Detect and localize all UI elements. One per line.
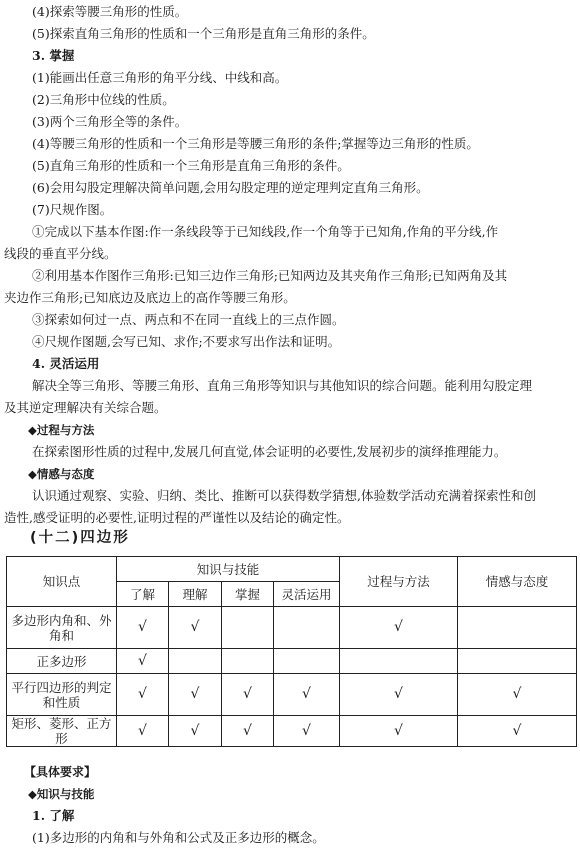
check-cell: √ <box>274 716 340 747</box>
check-cell <box>169 649 222 674</box>
check-cell <box>222 649 274 674</box>
text-line: 夹边作三角形;已知底边及底边上的高作等腰三角形。 <box>4 290 296 305</box>
check-cell <box>458 607 577 649</box>
check-cell <box>274 649 340 674</box>
header-level: 掌握 <box>222 582 274 607</box>
requirements-table <box>6 556 577 747</box>
text-line: (2)三角形中位线的性质。 <box>32 92 175 107</box>
table-header-row <box>7 557 577 582</box>
check-cell: √ <box>117 716 169 747</box>
check-cell: √ <box>169 674 222 716</box>
check-cell <box>274 607 340 649</box>
section-title: (十二)四边形 <box>30 530 130 546</box>
table-row <box>7 607 577 649</box>
check-cell: √ <box>222 674 274 716</box>
diamond-heading: ◆过程与方法 <box>28 423 95 437</box>
header-level: 灵活运用 <box>274 582 340 607</box>
header-knowledge-skills: 知识与技能 <box>117 557 340 582</box>
bracket-heading: 【具体要求】 <box>24 765 97 779</box>
row-label: 矩形、菱形、正方形 <box>7 716 117 747</box>
text-line: ④尺规作图题,会写已知、求作;不要求写出作法和证明。 <box>32 334 341 349</box>
check-cell <box>458 649 577 674</box>
text-line: (4)等腰三角形的性质和一个三角形是等腰三角形的条件;掌握等边三角形的性质。 <box>32 136 479 151</box>
diamond-heading: ◆知识与技能 <box>28 787 95 801</box>
header-emotion-attitude: 情感与态度 <box>458 557 577 607</box>
text-line: 认识通过观察、实验、归纳、类比、推断可以获得数学猜想,体验数学活动充满着探索性和创 <box>32 488 536 503</box>
check-cell: √ <box>117 649 169 674</box>
check-cell <box>340 649 458 674</box>
text-line: (1)多边形的内角和与外角和公式及正多边形的概念。 <box>32 830 325 845</box>
text-line: 线段的垂直平分线。 <box>4 246 117 261</box>
check-cell: √ <box>340 716 458 747</box>
check-cell <box>222 607 274 649</box>
check-cell: √ <box>458 716 577 747</box>
check-cell: √ <box>169 716 222 747</box>
text-line: ②利用基本作图作三角形:已知三边作三角形;已知两边及其夹角作三角形;已知两角及其 <box>32 268 508 283</box>
text-line: (1)能画出任意三角形的角平分线、中线和高。 <box>32 70 288 85</box>
check-cell: √ <box>340 674 458 716</box>
row-label: 正多边形 <box>7 649 117 674</box>
subheading: 4. 灵活运用 <box>32 356 100 371</box>
header-level: 了解 <box>117 582 169 607</box>
text-line: 解决全等三角形、等腰三角形、直角三角形等知识与其他知识的综合问题。能利用勾股定理 <box>32 378 533 393</box>
row-label: 多边形内角和、外角和 <box>7 607 117 649</box>
text-line: (3)两个三角形全等的条件。 <box>32 114 188 129</box>
check-cell: √ <box>458 674 577 716</box>
text-line: (7)尺规作图。 <box>32 202 113 217</box>
subheading: 1. 了解 <box>32 808 75 823</box>
check-cell: √ <box>117 674 169 716</box>
check-cell: √ <box>169 607 222 649</box>
subheading: 3. 掌握 <box>32 48 75 63</box>
table-row <box>7 674 577 716</box>
text-line: (4)探索等腰三角形的性质。 <box>32 4 188 19</box>
check-cell: √ <box>274 674 340 716</box>
header-process-method: 过程与方法 <box>340 557 458 607</box>
text-line: (6)会用勾股定理解决简单问题,会用勾股定理的逆定理判定直角三角形。 <box>32 180 429 195</box>
text-line: (5)探索直角三角形的性质和一个三角形是直角三角形的条件。 <box>32 26 375 41</box>
diamond-heading: ◆情感与态度 <box>28 467 95 481</box>
header-level: 理解 <box>169 582 222 607</box>
check-cell: √ <box>222 716 274 747</box>
row-label: 平行四边形的判定和性质 <box>7 674 117 716</box>
text-line: 在探索图形性质的过程中,发展几何直觉,体会证明的必要性,发展初步的演绎推理能力。 <box>32 444 507 459</box>
text-line: ①完成以下基本作图:作一条线段等于已知线段,作一个角等于已知角,作角的平分线,作 <box>32 224 499 239</box>
header-knowledge-point: 知识点 <box>7 557 117 607</box>
text-line: 及其逆定理解决有关综合题。 <box>4 400 167 415</box>
table-row <box>7 716 577 747</box>
table-row <box>7 649 577 674</box>
check-cell: √ <box>117 607 169 649</box>
text-line: 造性,感受证明的必要性,证明过程的严谨性以及结论的确定性。 <box>4 510 350 525</box>
text-line: ③探索如何过一点、两点和不在同一直线上的三点作圆。 <box>32 312 345 327</box>
text-line: (5)直角三角形的性质和一个三角形是直角三角形的条件。 <box>32 158 350 173</box>
check-cell: √ <box>340 607 458 649</box>
